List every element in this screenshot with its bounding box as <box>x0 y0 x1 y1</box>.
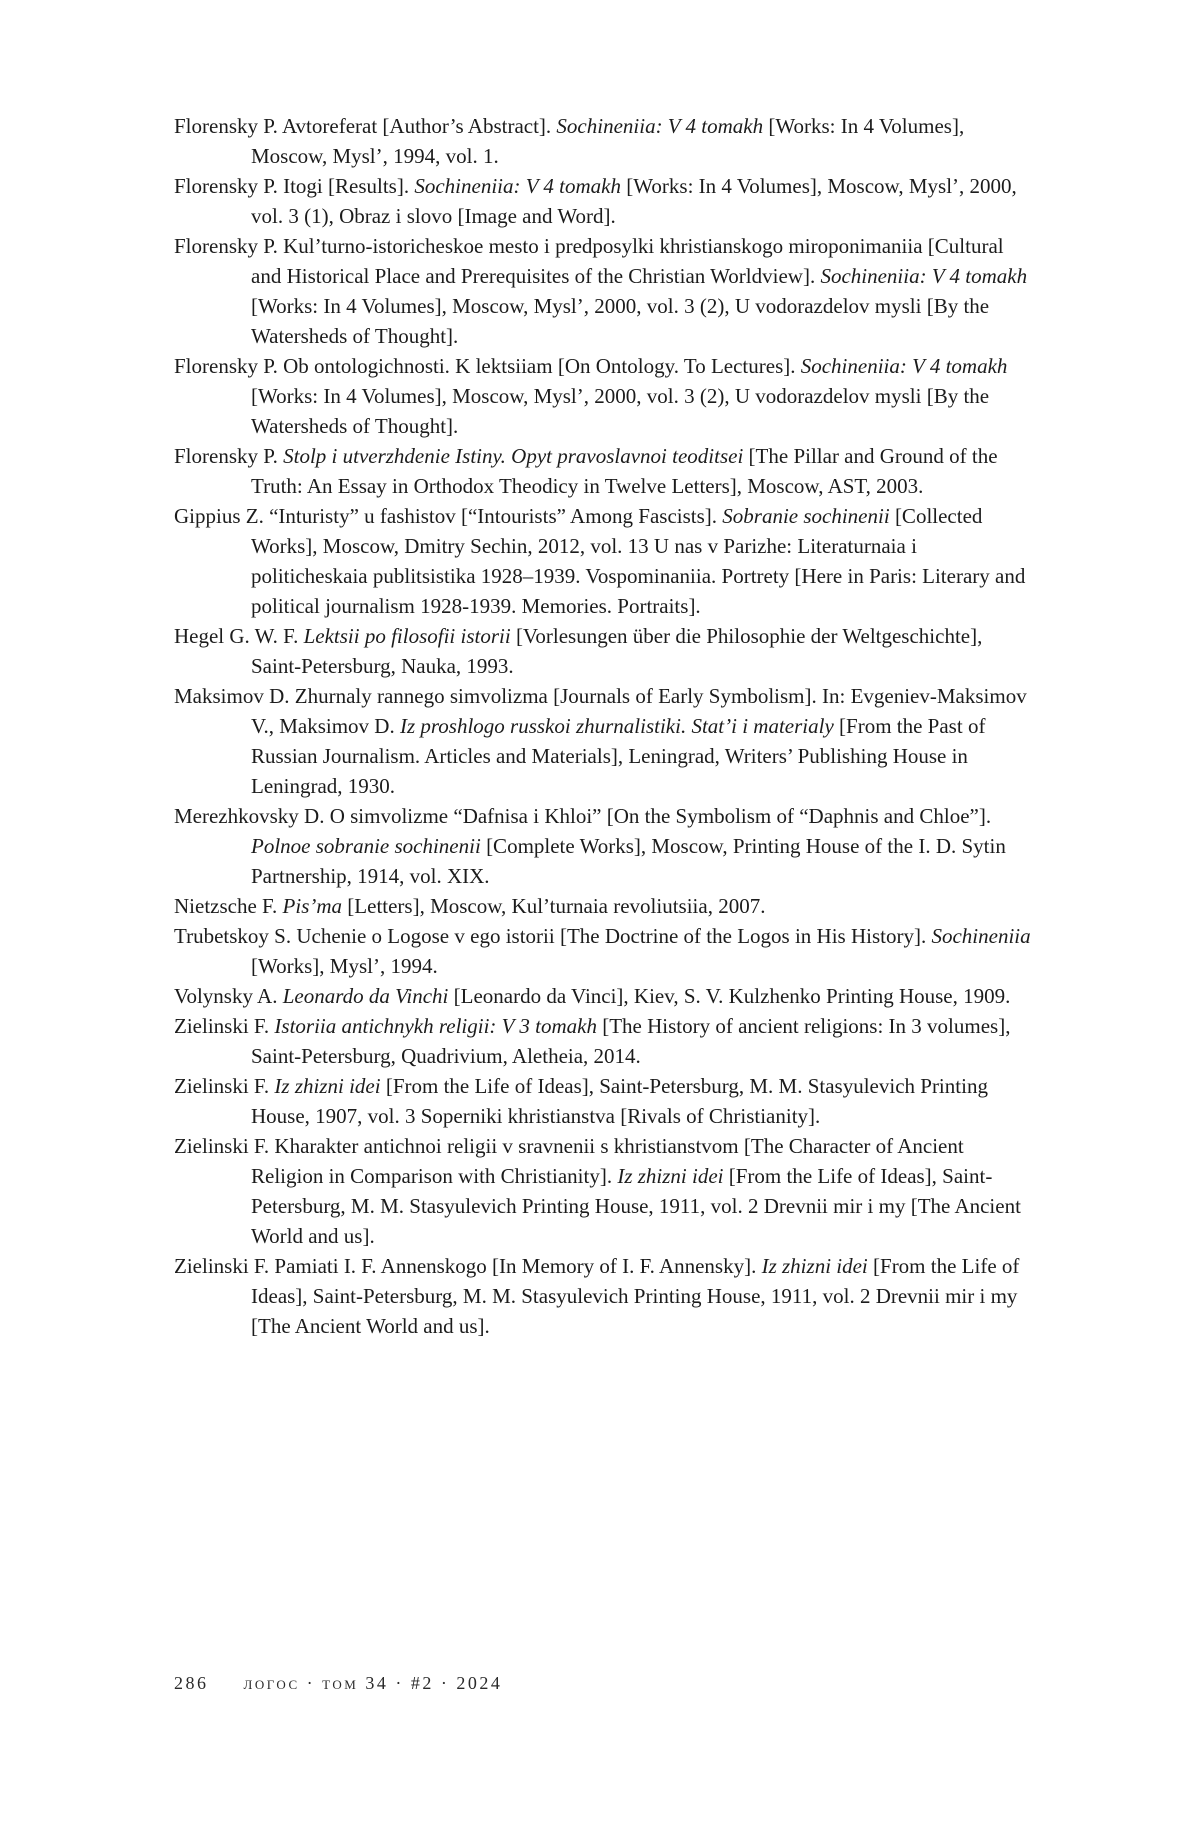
reference-list <box>174 111 1032 1341</box>
reference-title: Sochineniia <box>931 924 1031 948</box>
journal-running-title: логос · том 34 · #2 · 2024 <box>243 1673 503 1693</box>
reference-title: Lektsii po filosofii istorii <box>303 624 511 648</box>
reference-title: Iz zhizni idei <box>274 1074 381 1098</box>
reference-title: Pis’ma <box>282 894 343 918</box>
reference-title: Iz zhizni idei <box>761 1254 868 1278</box>
reference-item: Zielinski F. Kharakter antichnoi religii v sravnenii s khristianstvom [The Character of Ancient Religion in Comparison with Christianity]. Iz zhizni idei [From the Life of Ideas], Saint-Petersburg, M. M. Stasyulevich Printing House, 1911, vol. 2 Drevnii mir i my [The Ancient World and us]. <box>174 1134 1021 1248</box>
reference-title: Leonardo da Vinchi <box>282 984 449 1008</box>
reference-item: Zielinski F. Pamiati I. F. Annenskogo [In Memory of I. F. Annensky]. Iz zhizni idei [From the Life of Ideas], Saint-Petersburg, M. M. Stasyulevich Printing House, 1911, vol. 2 Drevnii mir i my [The Ancient World and us]. <box>174 1254 1020 1338</box>
reference-title: Sobranie sochinenii <box>722 504 890 528</box>
reference-title: Polnoe sobranie sochinenii <box>251 834 481 858</box>
reference-item: Florensky P. Kul’turno-istoricheskoe mesto i predposylki khristianskogo miroponimaniia [Cultural and Historical Place and Prerequisites of the Christian Worldview]. Sochineniia: V 4 tomakh [Works: In 4 Volumes], Moscow, Mysl’, 2000, vol. 3 (2), U vodorazdelov mysli [By the Watersheds of Thought]. <box>174 234 1028 348</box>
reference-item: Merezhkovsky D. O simvolizme “Dafnisa i Khloi” [On the Symbolism of “Daphnis and Chloe”]. Polnoe sobranie sochinenii [Complete Works], Moscow, Printing House of the I. D. Sytin Partnership, 1914, vol. XIX. <box>174 804 1006 888</box>
reference-title: Sochineniia: V 4 tomakh <box>800 354 1008 378</box>
reference-title: Iz zhizni idei <box>617 1164 724 1188</box>
reference-title: Sochineniia: V 4 tomakh <box>556 114 764 138</box>
reference-item: Florensky P. Ob ontologichnosti. K lektsiiam [On Ontology. To Lectures]. Sochineniia: V 4 tomakh [Works: In 4 Volumes], Moscow, Mysl’, 2000, vol. 3 (2), U vodorazdelov mysli [By the Watersheds of Thought]. <box>174 354 1008 438</box>
reference-item: Florensky P. Avtoreferat [Author’s Abstract]. Sochineniia: V 4 tomakh [Works: In 4 Volumes], Moscow, Mysl’, 1994, vol. 1. <box>174 114 965 168</box>
reference-item: Nietzsche F. Pis’ma [Letters], Moscow, Kul’turnaia revoliutsiia, 2007. <box>174 894 766 918</box>
reference-item: Zielinski F. Iz zhizni idei [From the Life of Ideas], Saint-Petersburg, M. M. Stasyulevich Printing House, 1907, vol. 3 Soperniki khristianstva [Rivals of Christianity]. <box>174 1074 988 1128</box>
reference-item: Trubetskoy S. Uchenie o Logose v ego istorii [The Doctrine of the Logos in His History]. Sochineniia [Works], Mysl’, 1994. <box>174 924 1031 978</box>
reference-item: Zielinski F. Istoriia antichnykh religii: V 3 tomakh [The History of ancient religions: In 3 volumes], Saint-Petersburg, Quadrivium, Aletheia, 2014. <box>174 1014 1011 1068</box>
reference-item: Gippius Z. “Inturisty” u fashistov [“Intourists” Among Fascists]. Sobranie sochinenii [Collected Works], Moscow, Dmitry Sechin, 2012, vol. 13 U nas v Parizhe: Literaturnaia i politicheskaia publitsistika 1928–1939. Vospominaniia. Portrety [Here in Paris: Literary and political journalism 1928-1939. Memories. Portraits]. <box>174 504 1026 618</box>
reference-title: Stolp i utverzhdenie Istiny. Opyt pravoslavnoi teoditsei <box>283 444 744 468</box>
page-number: 286 <box>174 1673 209 1693</box>
reference-item: Volynsky A. Leonardo da Vinchi [Leonardo da Vinci], Kiev, S. V. Kulzhenko Printing House, 1909. <box>174 984 1011 1008</box>
reference-item: Hegel G. W. F. Lektsii po filosofii istorii [Vorlesungen über die Philosophie der Weltgeschichte], Saint-Petersburg, Nauka, 1993. <box>174 624 983 678</box>
reference-title: Istoriia antichnykh religii: V 3 tomakh <box>274 1014 597 1038</box>
reference-item: Florensky P. Itogi [Results]. Sochineniia: V 4 tomakh [Works: In 4 Volumes], Moscow, Mysl’, 2000, vol. 3 (1), Obraz i slovo [Image and Word]. <box>174 174 1017 228</box>
running-footer <box>174 1673 502 1694</box>
reference-item: Maksimov D. Zhurnaly rannego simvolizma [Journals of Early Symbolism]. In: Evgeniev-Maksimov V., Maksimov D. Iz proshlogo russkoi zhurnalistiki. Stat’i i materialy [From the Past of Russian Journalism. Articles and Materials], Leningrad, Writers’ Publishing House in Leningrad, 1930. <box>174 684 1027 798</box>
reference-title: Sochineniia: V 4 tomakh <box>414 174 622 198</box>
reference-title: Sochineniia: V 4 tomakh <box>820 264 1028 288</box>
reference-item: Florensky P. Stolp i utverzhdenie Istiny. Opyt pravoslavnoi teoditsei [The Pillar and Ground of the Truth: An Essay in Orthodox Theodicy in Twelve Letters], Moscow, AST, 2003. <box>174 444 998 498</box>
reference-title: Iz proshlogo russkoi zhurnalistiki. Stat’i i materialy <box>399 714 834 738</box>
